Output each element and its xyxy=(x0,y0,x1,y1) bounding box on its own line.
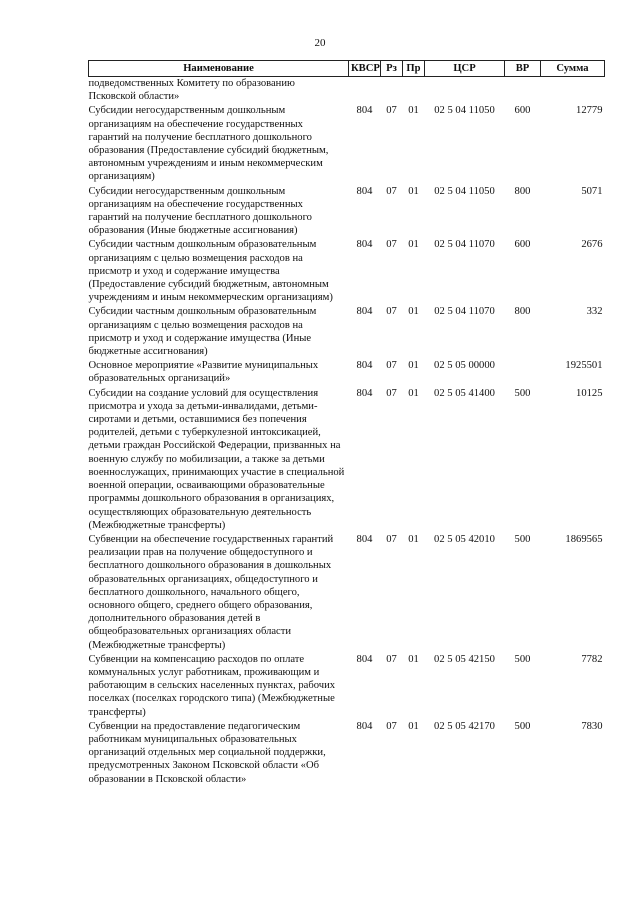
cell-csr: 02 5 04 11070 xyxy=(434,239,495,251)
cell-name: Субсидии на создание условий для осуществления присмотра и ухода за детьми-инвалидами, детьми-сиротами и детьми, оставшимися без попечения родителей, детьми с туберкулезной интоксикацией, детьми граждан Российской Федерации, призванных на военную службу по мобилизации, а также за детьми военнослужащих, принимающих участие в специальной военной операции, осваивающими образовательные программы дошкольного образования в организациях, осуществляющих образовательную деятельность (Межбюджетные трансферты) xyxy=(88,387,345,531)
cell-kvsr: 804 xyxy=(356,185,373,197)
cell-vr: 500 xyxy=(514,387,531,399)
cell-sum: 1869565 xyxy=(565,533,603,545)
cell-name: Основное мероприятие «Развитие муниципальных образовательных организаций» xyxy=(88,360,319,385)
cell-rz: 07 xyxy=(386,185,397,197)
cell-csr xyxy=(425,77,505,105)
cell-name: Субсидии частным дошкольным образовательным организациям с целью возмещения расходов на присмотр и уход и содержание имущества (Иные бюджетные ассигнования) xyxy=(88,306,317,358)
header-vr: ВР xyxy=(505,61,541,77)
cell-pr: 01 xyxy=(408,653,419,665)
cell-kvsr: 804 xyxy=(356,653,373,665)
cell-sum: 332 xyxy=(586,306,603,318)
cell-kvsr: 804 xyxy=(356,720,373,732)
cell-csr: 02 5 04 11050 xyxy=(434,185,495,197)
budget-table xyxy=(88,60,605,787)
cell-kvsr: 804 xyxy=(356,533,373,545)
table-header-row xyxy=(89,61,605,77)
table-row xyxy=(89,533,605,653)
cell-kvsr: 804 xyxy=(356,387,373,399)
cell-name: Субсидии частным дошкольным образовательным организациям с целью возмещения расходов на присмотр и уход и содержание имущества (Предоставление субсидий бюджетным, автономным учреждениям и иным некоммерческим организациям) xyxy=(88,239,333,304)
cell-vr: 800 xyxy=(514,185,531,197)
cell-vr: 500 xyxy=(514,653,531,665)
cell-csr: 02 5 05 41400 xyxy=(434,387,495,399)
cell-pr xyxy=(403,77,425,105)
table-row xyxy=(89,185,605,239)
cell-pr: 01 xyxy=(408,239,419,251)
cell-pr: 01 xyxy=(408,185,419,197)
header-kvsr: КВСР xyxy=(349,61,381,77)
cell-rz: 07 xyxy=(386,360,397,372)
cell-name: Субсидии негосударственным дошкольным организациям на обеспечение государственных гарантий на получение бесплатного дошкольного образования (Предоставление субсидий бюджетным, автономным учреждениям и иным некоммерческим организациям) xyxy=(88,105,329,183)
table-row xyxy=(89,653,605,720)
cell-vr: 500 xyxy=(514,720,531,732)
cell-sum: 5071 xyxy=(581,185,603,197)
header-csr: ЦСР xyxy=(425,61,505,77)
cell-rz xyxy=(381,77,403,105)
cell-sum: 7782 xyxy=(581,653,603,665)
cell-rz: 07 xyxy=(386,105,397,117)
cell-rz: 07 xyxy=(386,720,397,732)
cell-kvsr: 804 xyxy=(356,105,373,117)
cell-sum: 1925501 xyxy=(565,360,603,372)
cell-pr: 01 xyxy=(408,387,419,399)
cell-vr: 600 xyxy=(514,105,531,117)
cell-vr: 500 xyxy=(514,533,531,545)
table-row xyxy=(89,77,605,105)
cell-name: Субвенции на обеспечение государственных гарантий реализации прав на получение общедоступного и бесплатного дошкольного образования в дошкольных образовательных организациях, общедоступного и бесплатного дошкольного, начального общего, основного общего, среднего общего образования, дополнительного образования детей в общеобразовательных организациях области (Межбюджетные трансферты) xyxy=(88,533,334,651)
table-row xyxy=(89,387,605,533)
header-pr: Пр xyxy=(403,61,425,77)
cell-kvsr: 804 xyxy=(356,306,373,318)
cell-name: Субвенции на предоставление педагогическим работникам муниципальных образовательных организаций отдельных мер социальной поддержки, предусмотренных Законом Псковской области «Об образовании в Псковской области» xyxy=(88,720,326,785)
cell-vr: 800 xyxy=(514,306,531,318)
cell-kvsr xyxy=(349,77,381,105)
cell-kvsr: 804 xyxy=(356,239,373,251)
header-sum: Сумма xyxy=(541,61,605,77)
cell-vr: 600 xyxy=(514,239,531,251)
cell-sum: 12779 xyxy=(576,105,603,117)
cell-rz: 07 xyxy=(386,653,397,665)
cell-pr: 01 xyxy=(408,720,419,732)
table-row xyxy=(89,104,605,184)
page-number: 20 xyxy=(314,37,326,49)
cell-pr: 01 xyxy=(408,360,419,372)
cell-name: Субвенции на компенсацию расходов по оплате коммунальных услуг работникам, проживающим и работающим в сельских населенных пунктах, рабочих поселках (поселках городского типа) (Межбюджетные трансферты) xyxy=(88,653,336,718)
cell-pr: 01 xyxy=(408,306,419,318)
table-row xyxy=(89,238,605,305)
cell-name: Субсидии негосударственным дошкольным организациям на обеспечение государственных гарантий на получение бесплатного дошкольного образования (Иные бюджетные ассигнования) xyxy=(88,185,312,237)
cell-sum xyxy=(541,77,605,105)
cell-name: подведомственных Комитету по образованию Псковской области» xyxy=(88,78,295,103)
cell-csr: 02 5 05 42010 xyxy=(434,533,495,545)
header-name: Наименование xyxy=(89,61,349,77)
cell-rz: 07 xyxy=(386,387,397,399)
header-rz: Рз xyxy=(381,61,403,77)
cell-sum: 10125 xyxy=(576,387,603,399)
cell-sum: 7830 xyxy=(581,720,603,732)
cell-pr: 01 xyxy=(408,533,419,545)
cell-rz: 07 xyxy=(386,533,397,545)
cell-csr: 02 5 05 42170 xyxy=(434,720,495,732)
cell-rz: 07 xyxy=(386,239,397,251)
cell-pr: 01 xyxy=(408,105,419,117)
table-row xyxy=(89,359,605,386)
cell-vr xyxy=(505,359,541,386)
table-row xyxy=(89,720,605,787)
cell-sum: 2676 xyxy=(581,239,603,251)
cell-csr: 02 5 05 00000 xyxy=(434,360,495,372)
table-row xyxy=(89,305,605,359)
cell-csr: 02 5 04 11070 xyxy=(434,306,495,318)
cell-vr xyxy=(505,77,541,105)
cell-rz: 07 xyxy=(386,306,397,318)
cell-csr: 02 5 04 11050 xyxy=(434,105,495,117)
cell-kvsr: 804 xyxy=(356,360,373,372)
cell-csr: 02 5 05 42150 xyxy=(434,653,495,665)
